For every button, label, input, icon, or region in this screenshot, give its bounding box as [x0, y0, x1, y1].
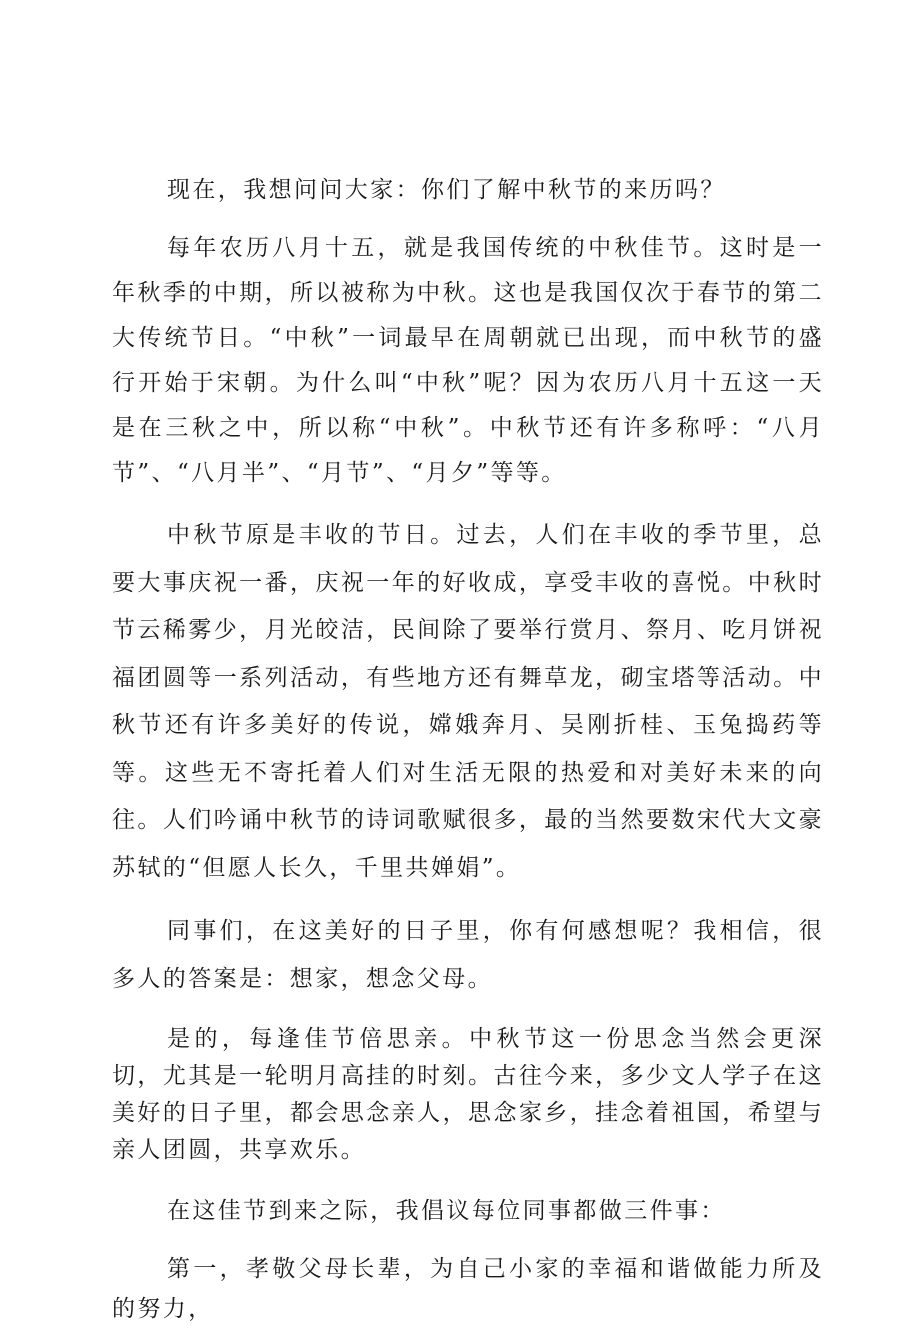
paragraph-origin: 每年农历八月十五，就是我国传统的中秋佳节。这时是一年秋季的中期，所以被称为中秋。这也是我国仅次于春节的第二大传统节日。“中秋”一词最早在周朝就已出现，而中秋节的盛行开始于宋朝。为什么叫“中秋”呢？因为农历八月十五这一天是在三秋之中，所以称“中秋”。中秋节还有许多称呼：“八月节”、“八月半”、“月节”、“月夕”等等。	[112, 235, 824, 486]
paragraph-missing-family: 是的，每逢佳节倍思亲。中秋节这一份思念当然会更深切，尤其是一轮明月高挂的时刻。古往今来，多少文人学子在这美好的日子里，都会思念亲人，思念家乡，挂念着祖国，希望与亲人团圆，共享欢乐。	[112, 1026, 824, 1163]
paragraph-proposal: 在这佳节到来之际，我倡议每位同事都做三件事：	[167, 1198, 726, 1224]
paragraph-harvest: 中秋节原是丰收的节日。过去，人们在丰收的季节里，总要大事庆祝一番，庆祝一年的好收成，享受丰收的喜悦。中秋时节云稀雾少，月光皎洁，民间除了要举行赏月、祭月、吃月饼祝福团圆等一系列活动，有些地方还有舞草龙，砌宝塔等活动。中秋节还有许多美好的传说，嫦娥奔月、吴刚折桂、玉兔捣药等等。这些无不寄托着人们对生活无限的热爱和对美好未来的向往。人们吟诵中秋节的诗词歌赋很多，最的当然要数宋代大文豪苏轼的“但愿人长久，千里共婵娟”。	[112, 522, 824, 881]
document-body	[112, 170, 824, 1329]
paragraph-first-point: 第一，孝敬父母长辈，为自己小家的幸福和谐做能力所及的努力，	[112, 1256, 824, 1322]
paragraph-question: 现在，我想问问大家：你们了解中秋节的来历吗？	[167, 177, 726, 203]
paragraph-colleagues: 同事们，在这美好的日子里，你有何感想呢？我相信，很多人的答案是：想家，想念父母。	[112, 918, 824, 992]
